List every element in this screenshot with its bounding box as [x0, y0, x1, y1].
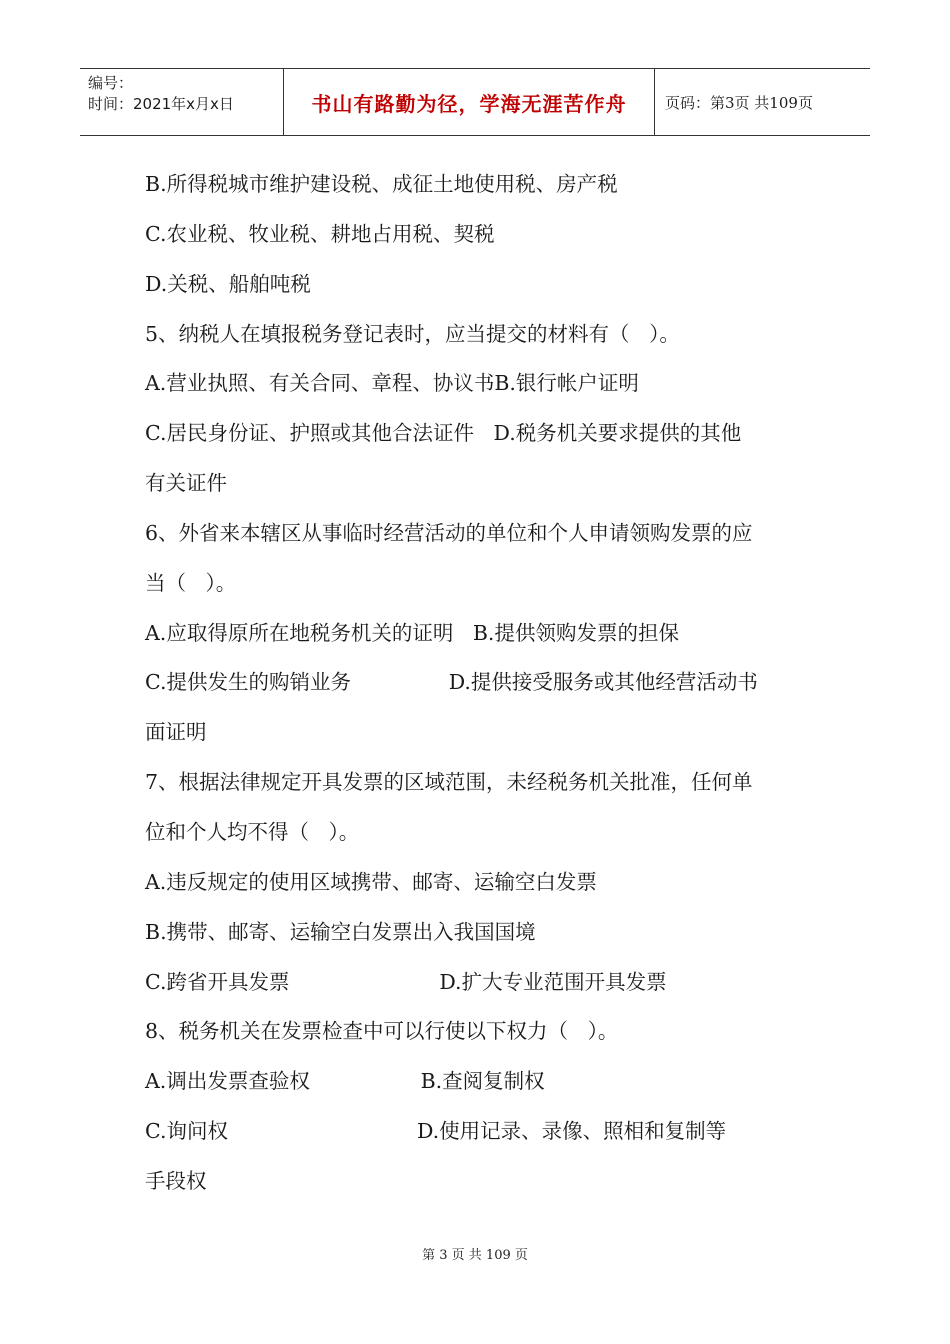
body-line: C.跨省开具发票 D.扩大专业范围开具发票 — [145, 969, 667, 994]
body-line: 手段权 — [145, 1168, 207, 1193]
header-motto-cell — [283, 69, 655, 135]
body-line: C.提供发生的购销业务 D.提供接受服务或其他经营活动书 — [145, 670, 758, 695]
question-line: 8、税务机关在发票检查中可以行使以下权力（ ）。 — [145, 1019, 619, 1044]
body-line: B.所得税城市维护建设税、成征土地使用税、房产税 — [145, 172, 618, 196]
body-line: C.居民身份证、护照或其他合法证件 D.税务机关要求提供的其他 — [145, 421, 742, 446]
document-body — [145, 160, 810, 1207]
header-meta — [80, 69, 283, 135]
body-line: A.调出发票查验权 B.查阅复制权 — [145, 1069, 545, 1094]
question-line: 6、外省来本辖区从事临时经营活动的单位和个人申请领购发票的应 — [145, 520, 753, 545]
body-line: 有关证件 — [145, 471, 227, 496]
question-line: 7、根据法律规定开具发票的区域范围，未经税务机关批准，任何单 — [145, 770, 753, 795]
body-line: A.应取得原所在地税务机关的证明 B.提供领购发票的担保 — [145, 620, 679, 645]
page-header — [80, 68, 870, 136]
header-page-info-cell — [655, 69, 870, 135]
body-line: A.营业执照、有关合同、章程、协议书B.银行帐户证明 — [145, 371, 639, 396]
question-line: 5、纳税人在填报税务登记表时，应当提交的材料有（ ）。 — [145, 321, 680, 346]
document-number-label: 编号： — [88, 74, 134, 92]
page-footer — [0, 1244, 950, 1263]
body-line: 当（ ）。 — [145, 570, 237, 595]
footer-page-number: 第 3 页 共 109 页 — [422, 1248, 528, 1263]
body-line: D.关税、船舶吨税 — [145, 271, 311, 296]
header-page-info: 页码：第3页 共109页 — [665, 93, 813, 112]
body-line: B.携带、邮寄、运输空白发票出入我国国境 — [145, 919, 536, 944]
header-motto: 书山有路勤为径，学海无涯苦作舟 — [311, 91, 627, 116]
body-line: 面证明 — [145, 720, 207, 745]
document-time-label: 时间：2021年x月x日 — [88, 95, 234, 113]
body-line: C.农业税、牧业税、耕地占用税、契税 — [145, 221, 495, 246]
body-line: C.询问权 D.使用记录、录像、照相和复制等 — [145, 1119, 727, 1144]
body-line: A.违反规定的使用区域携带、邮寄、运输空白发票 — [145, 869, 597, 894]
body-line: 位和个人均不得（ ）。 — [145, 819, 360, 844]
